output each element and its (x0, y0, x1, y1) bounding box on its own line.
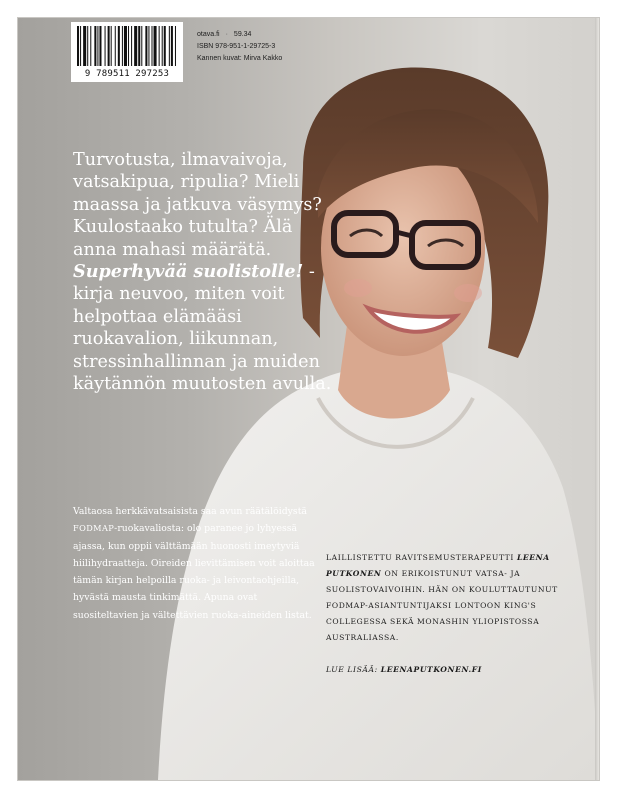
barcode-bar (80, 26, 81, 66)
barcode-bar (131, 26, 132, 66)
barcode-bar (159, 26, 160, 66)
isbn-text: ISBN 978-951-1-29725-3 (197, 43, 276, 50)
barcode-bar (124, 26, 127, 66)
publisher-site: otava.fi (197, 31, 220, 38)
barcode-bar (115, 26, 116, 66)
blurb-text-end: -kirja neuvoo, miten voit helpottaa elämääsi ruokavalion, liikunnan, stressinhallinnan ja muiden käytännön muutosten avulla. (73, 262, 332, 395)
barcode-bar (94, 26, 96, 66)
barcode-bar (118, 26, 120, 66)
barcode-bar (154, 26, 157, 66)
barcode-bars (77, 26, 177, 66)
barcode-bar (108, 26, 110, 66)
barcode-bar (169, 26, 170, 66)
barcode-bar (151, 26, 152, 66)
book-spine-edge (595, 18, 599, 780)
barcode-bar (83, 26, 86, 66)
barcode-bar (122, 26, 123, 66)
author-bio (326, 550, 578, 646)
barcode-bar (87, 26, 88, 66)
barcode-bar (90, 26, 91, 66)
barcode-bar (141, 26, 142, 66)
paragraph-start: Valtaosa herkkävatsaisista saa avun räätälöidystä (73, 506, 307, 517)
description-paragraph (73, 503, 323, 624)
barcode-bar (171, 26, 173, 66)
barcode-bar (111, 26, 112, 66)
author-name: LEENA PUTKONEN (326, 553, 550, 578)
read-more-line (326, 662, 578, 678)
barcode-bar (134, 26, 137, 66)
barcode-bar (162, 26, 163, 66)
barcode-bar (99, 26, 101, 66)
barcode-bar (105, 26, 106, 66)
read-more-label: LUE LISÄÄ: (326, 665, 381, 674)
author-bio-lead: LAILLISTETTU RAVITSEMUSTERAPEUTTI (326, 553, 517, 562)
book-back-cover (18, 18, 599, 780)
author-website: LEENAPUTKONEN.FI (380, 665, 482, 674)
barcode-bar (128, 26, 129, 66)
barcode-bar (77, 26, 79, 66)
barcode-bar (97, 26, 98, 66)
cover-photo-credit: Kannen kuvat: Mirva Kakko (197, 55, 283, 62)
author-bio-rest: ON ERIKOISTUNUT VATSA- JA SUOLISTOVAIVOIHIN. HÄN ON KOULUTTAUTUNUT FODMAP-ASIANTUNTIJAKSI LONTOON KING'S COLLEGESSA SEKÄ MONASHIN YLIOPISTOSSA AUSTRALIASSA. (326, 569, 558, 642)
book-title: Superhyvää suolistolle! (73, 261, 304, 283)
barcode-bar (145, 26, 147, 66)
publisher-info (197, 29, 282, 65)
barcode-bar (138, 26, 140, 66)
author-note (326, 550, 578, 678)
barcode-bar (148, 26, 149, 66)
barcode-bar (175, 26, 176, 66)
paragraph-end: -ruokavaliosta: olo paranee jo lyhyessä ajassa, kun oppii välttämään huonosti imeytyviä hiilihydraatteja. Oireiden lievittämisen voit aloittaa tämän kirjan helpoilla ruoka- ja leivontaohjeilla, hyvästä mausta tinkimättä. Apuna ovat suositeltavien ja vältettävien ruoka-aineiden listat. (73, 523, 315, 621)
barcode (71, 22, 183, 82)
fodmap-term: FODMAP (73, 523, 115, 534)
barcode-bar (164, 26, 166, 66)
blurb-text-start: Turvotusta, ilmavaivoja, vatsakipua, ripulia? Mieli maassa ja jatkuva väsymys? Kuulostaako tutulta? Älä anna mahasi määrätä. (73, 150, 322, 260)
barcode-number: 9 789511 297253 (84, 69, 170, 79)
classification-code: 59.34 (233, 31, 252, 38)
main-blurb (73, 149, 335, 395)
publisher-line: otava.fi · 59.34 (197, 31, 252, 38)
